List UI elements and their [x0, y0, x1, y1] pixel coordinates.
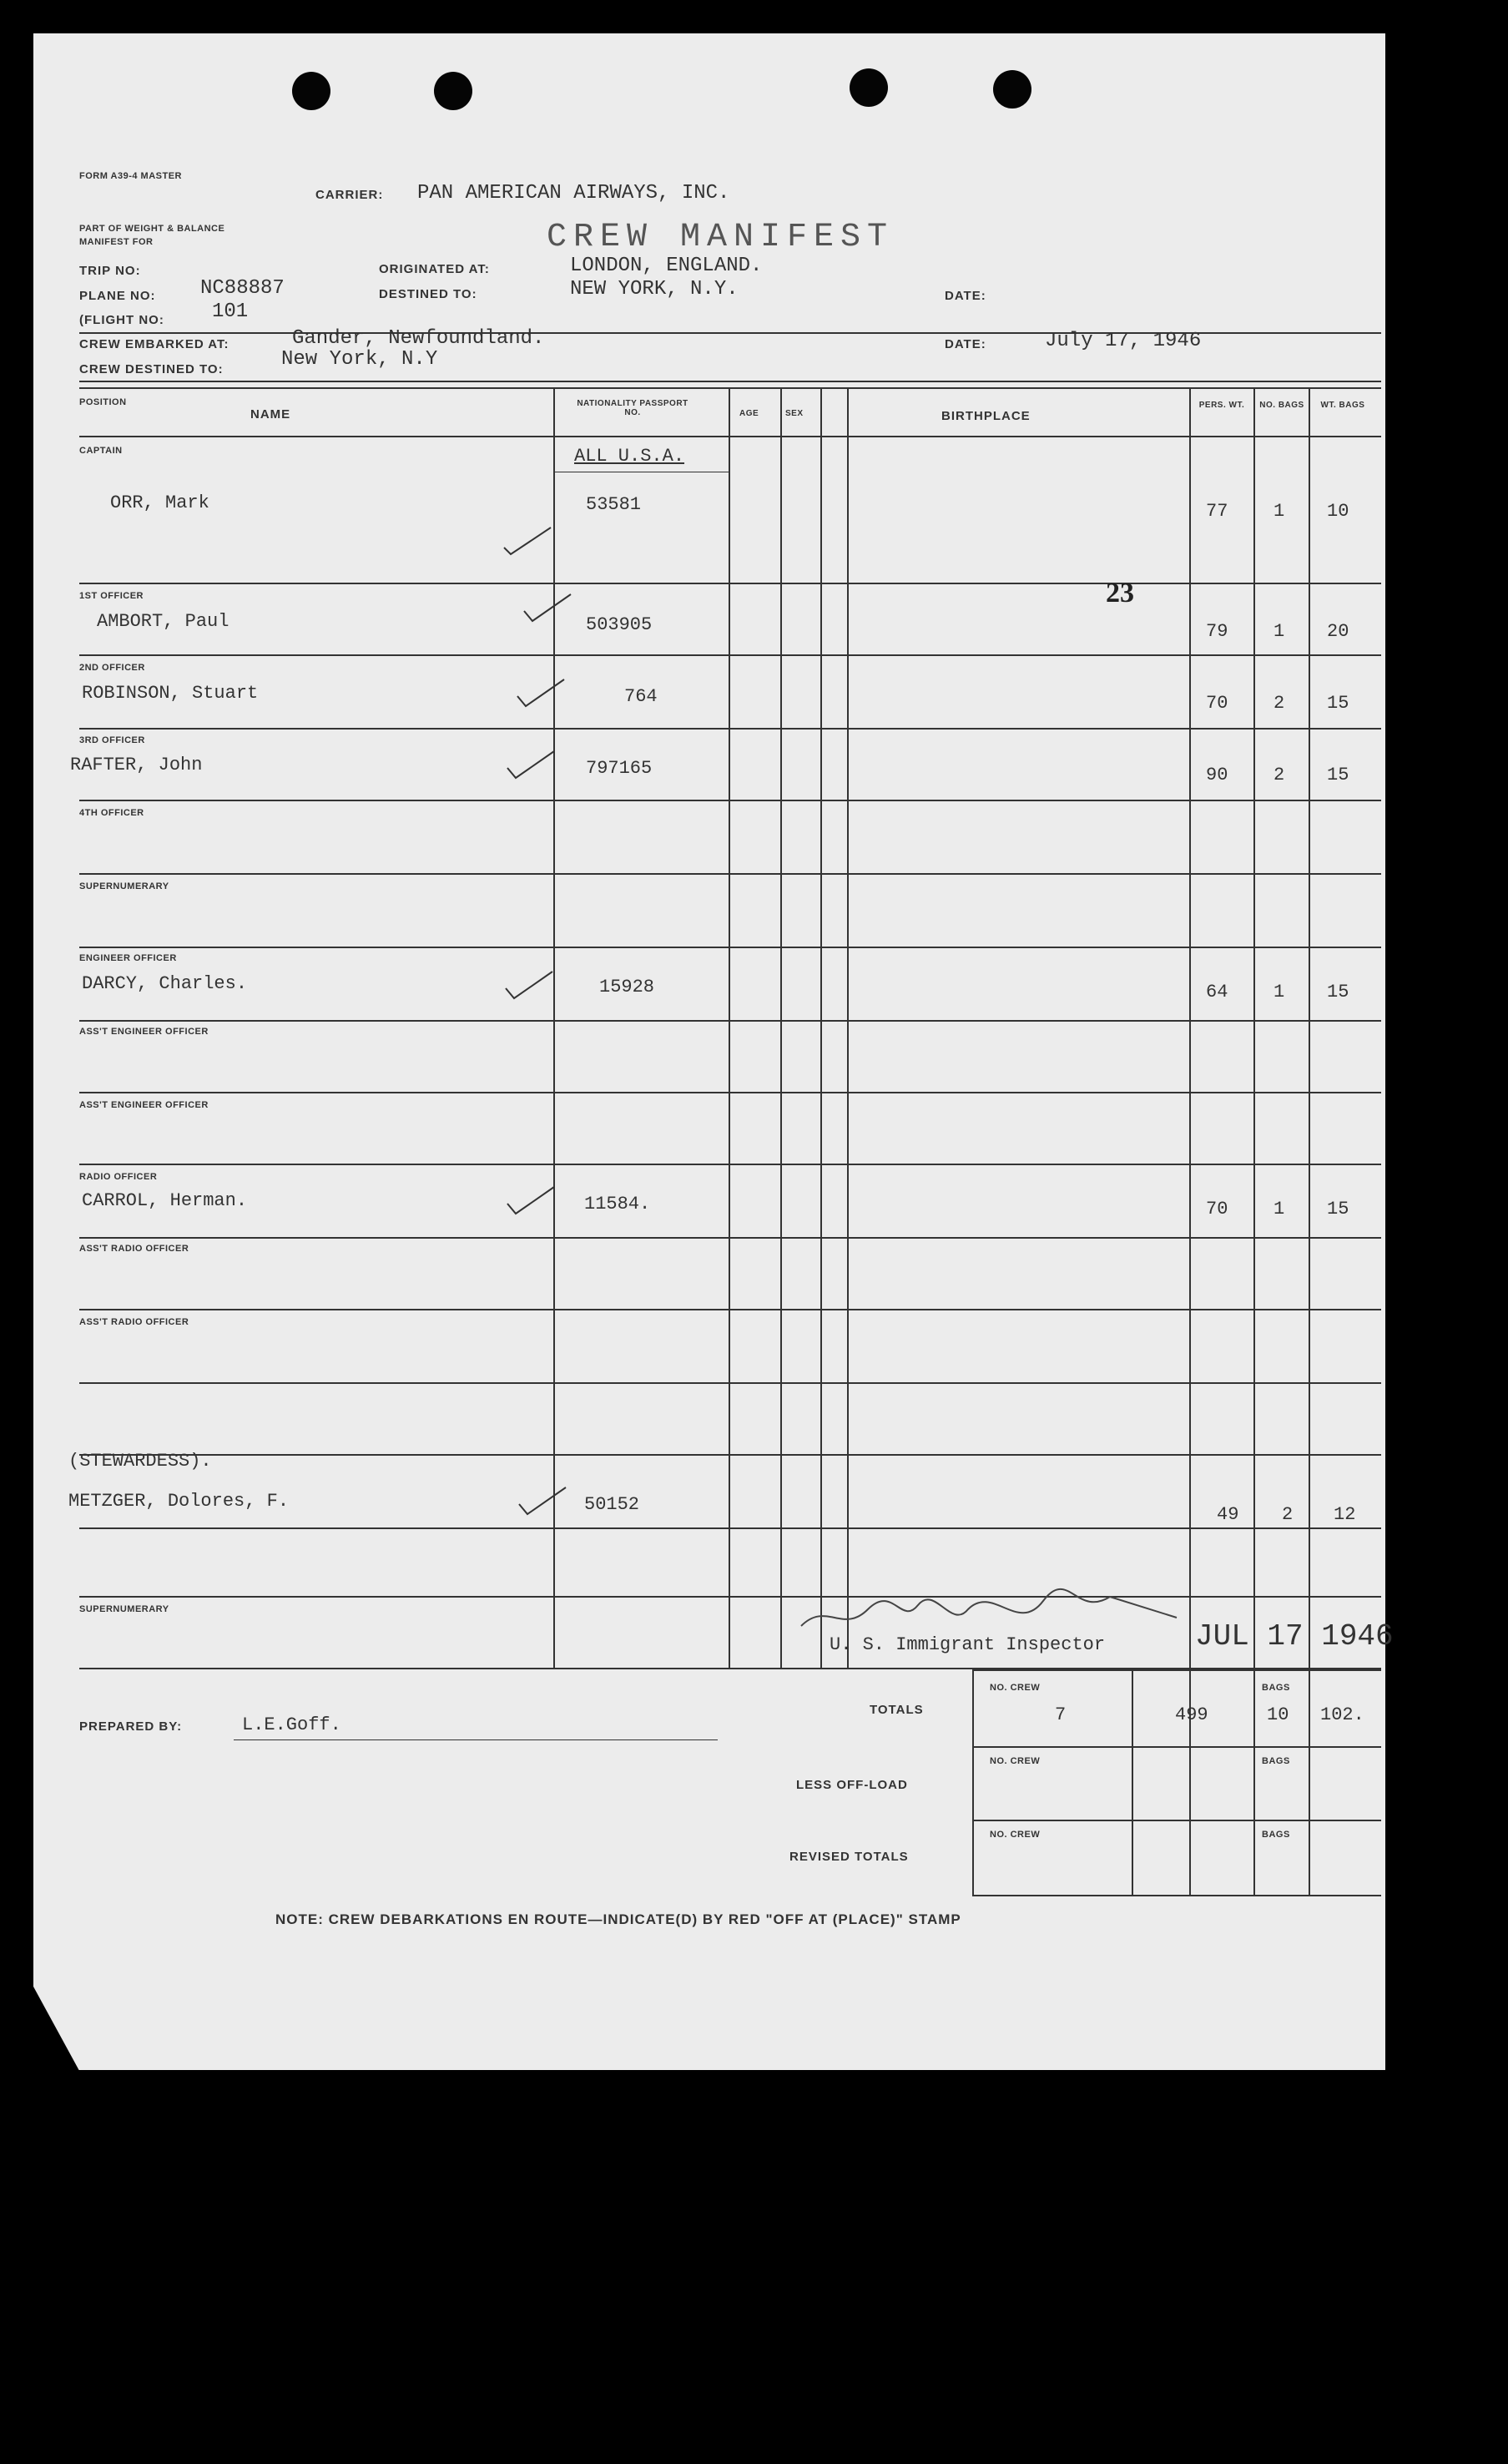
- row-pers-wt: 79: [1206, 621, 1228, 642]
- totals-row-line: [972, 1820, 1381, 1821]
- row-position: 3RD OFFICER: [79, 735, 145, 745]
- no-crew-label: NO. CREW: [990, 1830, 1041, 1840]
- wt-total: 102.: [1320, 1704, 1364, 1725]
- row-wt-bags: 20: [1327, 621, 1349, 642]
- row-position: ASS'T ENGINEER OFFICER: [79, 1100, 209, 1110]
- row-line: [79, 1382, 1381, 1384]
- row-wt-bags: 15: [1327, 1199, 1349, 1219]
- col-name: NAME: [250, 407, 291, 422]
- row-position: SUPERNUMERARY: [79, 881, 169, 891]
- carrier-label: CARRIER:: [315, 188, 384, 202]
- row-pers-wt: 64: [1206, 982, 1228, 1002]
- row-line: [79, 873, 1381, 875]
- check-mark: [506, 748, 556, 781]
- row-passport: 53581: [586, 494, 642, 515]
- prepared-label: PREPARED BY:: [79, 1719, 183, 1734]
- col-birthplace: BIRTHPLACE: [941, 409, 1031, 423]
- margin-note: 23: [1106, 578, 1134, 608]
- date-label: DATE:: [945, 289, 986, 303]
- row-name: AMBORT, Paul: [97, 611, 229, 632]
- totals-top-line: [972, 1669, 1381, 1671]
- pers-total: 499: [1175, 1704, 1208, 1725]
- crew-destined-value: New York, N.Y: [281, 348, 438, 371]
- row-wt-bags: 12: [1334, 1504, 1356, 1525]
- col-no-bags: NO. BAGS: [1259, 401, 1304, 410]
- row-passport: 50152: [584, 1494, 640, 1515]
- manifest-for-label: MANIFEST FOR: [79, 237, 154, 247]
- row-name: RAFTER, John: [70, 755, 203, 775]
- totals-label: TOTALS: [870, 1703, 924, 1717]
- row-name: ORR, Mark: [110, 492, 209, 513]
- less-offload-label: LESS OFF-LOAD: [796, 1778, 908, 1792]
- embarked-value: Gander, Newfoundland.: [292, 327, 545, 350]
- trip-label: TRIP NO:: [79, 264, 141, 278]
- row-position: RADIO OFFICER: [79, 1172, 158, 1182]
- row-bags: 2: [1273, 765, 1285, 785]
- col-age: AGE: [739, 409, 759, 418]
- header-bottom-line: [79, 436, 1381, 437]
- check-mark: [504, 968, 554, 1002]
- table-top-line: [79, 387, 1381, 389]
- flight-value: 101: [212, 300, 249, 323]
- row-wt-bags: 10: [1327, 501, 1349, 522]
- row-pers-wt: 49: [1217, 1504, 1239, 1525]
- row-position: ENGINEER OFFICER: [79, 953, 177, 963]
- row-wt-bags: 15: [1327, 765, 1349, 785]
- row-name: ROBINSON, Stuart: [82, 683, 259, 704]
- col-line: [729, 387, 730, 1668]
- row-bags: 1: [1273, 501, 1285, 522]
- row-line: [79, 654, 1381, 656]
- bags-label: BAGS: [1262, 1830, 1290, 1840]
- row-line: [79, 583, 1381, 584]
- embarked-label: CREW EMBARKED AT:: [79, 337, 229, 351]
- date2-label: DATE:: [945, 337, 986, 351]
- originated-label: ORIGINATED AT:: [379, 262, 490, 276]
- note: NOTE: CREW DEBARKATIONS EN ROUTE—INDICATE(D) BY RED "OFF AT (PLACE)" STAMP: [275, 1911, 961, 1927]
- row-passport: 503905: [586, 614, 653, 635]
- revised-totals-label: REVISED TOTALS: [789, 1850, 909, 1864]
- inspector-label: U. S. Immigrant Inspector: [830, 1634, 1106, 1655]
- check-mark: [522, 591, 572, 624]
- col-line: [820, 387, 822, 1668]
- row-bags: 2: [1282, 1504, 1294, 1525]
- row-line: [79, 1527, 1381, 1529]
- row-pers-wt: 90: [1206, 765, 1228, 785]
- col-line: [780, 387, 782, 1668]
- row-passport: 11584.: [584, 1194, 651, 1214]
- row-line: [79, 728, 1381, 730]
- totals-row-line: [972, 1746, 1381, 1748]
- punch-hole: [292, 72, 330, 110]
- prepared-value: L.E.Goff.: [242, 1714, 341, 1735]
- totals-bottom-line: [972, 1895, 1381, 1896]
- row-wt-bags: 15: [1327, 982, 1349, 1002]
- prepared-underline: [234, 1739, 718, 1740]
- col-line: [847, 387, 849, 1668]
- row-bags: 2: [1273, 693, 1285, 714]
- row-name: CARROL, Herman.: [82, 1190, 248, 1211]
- punch-hole: [993, 70, 1031, 109]
- part-of-label: PART OF WEIGHT & BALANCE: [79, 224, 225, 234]
- row-line: [79, 1020, 1381, 1022]
- row-line: [79, 947, 1381, 948]
- bags-label: BAGS: [1262, 1683, 1290, 1693]
- form-number: FORM A39-4 MASTER: [79, 171, 182, 181]
- flight-label: (FLIGHT NO:: [79, 313, 164, 327]
- destined-label: DESTINED TO:: [379, 287, 477, 301]
- divider: [79, 381, 1381, 382]
- col-line: [553, 387, 555, 1668]
- nationality-all: ALL U.S.A.: [574, 446, 685, 467]
- punch-hole: [850, 68, 888, 107]
- row-passport: 797165: [586, 758, 653, 779]
- plane-label: PLANE NO:: [79, 289, 156, 303]
- row-line: [79, 1454, 1381, 1456]
- row-position: (STEWARDESS).: [68, 1451, 212, 1472]
- row-bags: 1: [1273, 982, 1285, 1002]
- totals-mid-line: [1132, 1669, 1133, 1896]
- row-position: 1ST OFFICER: [79, 591, 144, 601]
- plane-value: NC88887: [200, 277, 285, 300]
- row-position: ASS'T ENGINEER OFFICER: [79, 1027, 209, 1037]
- col-nationality: NATIONALITY PASSPORT NO.: [577, 399, 688, 417]
- inspection-stamp: JUL 17 1946: [1195, 1619, 1394, 1654]
- row-line: [79, 1237, 1381, 1239]
- totals-left-line: [972, 1669, 974, 1896]
- check-mark: [517, 1484, 567, 1517]
- row-position: ASS'T RADIO OFFICER: [79, 1317, 189, 1327]
- bags-label: BAGS: [1262, 1756, 1290, 1766]
- row-position: SUPERNUMERARY: [79, 1604, 169, 1614]
- carrier-value: PAN AMERICAN AIRWAYS, INC.: [417, 182, 730, 204]
- check-mark: [502, 524, 552, 558]
- col-position: POSITION: [79, 397, 127, 407]
- check-mark: [516, 676, 566, 709]
- originated-value: LONDON, ENGLAND.: [570, 255, 763, 277]
- row-name: METZGER, Dolores, F.: [68, 1491, 290, 1512]
- col-pers-wt: PERS. WT.: [1198, 401, 1245, 410]
- row-pers-wt: 70: [1206, 1199, 1228, 1219]
- check-mark: [506, 1184, 556, 1217]
- crew-destined-label: CREW DESTINED TO:: [79, 362, 224, 376]
- destined-value: NEW YORK, N.Y.: [570, 278, 739, 300]
- row-position: ASS'T RADIO OFFICER: [79, 1244, 189, 1254]
- no-crew-label: NO. CREW: [990, 1756, 1041, 1766]
- bags-total: 10: [1267, 1704, 1289, 1725]
- row-bags: 1: [1273, 621, 1285, 642]
- row-bags: 1: [1273, 1199, 1285, 1219]
- date2-value: July 17, 1946: [1045, 330, 1202, 352]
- row-line: [79, 1164, 1381, 1165]
- col-wt-bags: WT. BAGS: [1320, 401, 1365, 410]
- punch-hole: [434, 72, 472, 110]
- crew-count: 7: [1055, 1704, 1067, 1725]
- row-wt-bags: 15: [1327, 693, 1349, 714]
- row-line: [79, 1092, 1381, 1093]
- row-position: CAPTAIN: [79, 446, 123, 456]
- row-position: 4TH OFFICER: [79, 808, 144, 818]
- row-position: 2ND OFFICER: [79, 663, 145, 673]
- row-pers-wt: 70: [1206, 693, 1228, 714]
- page-title: CREW MANIFEST: [547, 219, 895, 256]
- col-sex: SEX: [785, 409, 804, 418]
- row-pers-wt: 77: [1206, 501, 1228, 522]
- row-passport: 764: [624, 686, 658, 707]
- row-name: DARCY, Charles.: [82, 973, 248, 994]
- row-passport: 15928: [599, 977, 655, 997]
- no-crew-label: NO. CREW: [990, 1683, 1041, 1693]
- row-line: [79, 1309, 1381, 1310]
- row-line: [79, 800, 1381, 801]
